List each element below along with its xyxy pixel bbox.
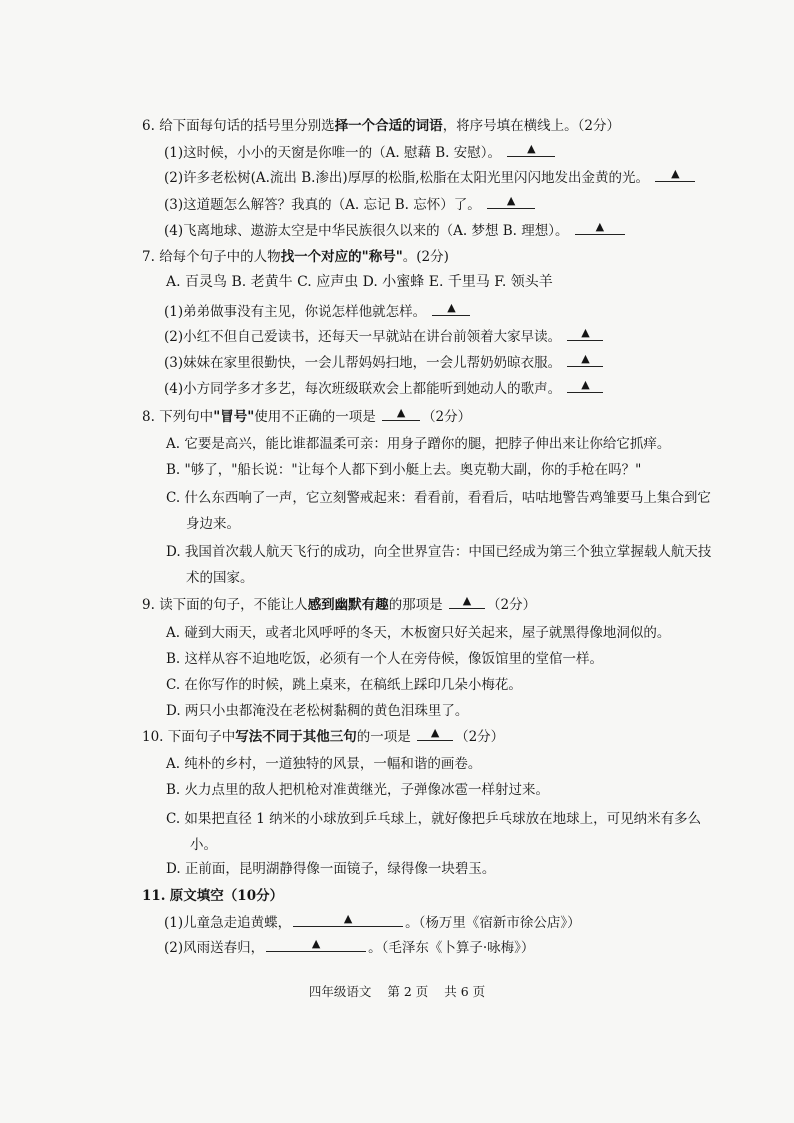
question-6-item-1: (1)这时候，小小的天窗是你唯一的（A. 慰藉 B. 安慰）。 ▲ xyxy=(164,141,557,161)
triangle-marker-icon: ▲ xyxy=(595,220,605,233)
triangle-marker-icon: ▲ xyxy=(343,912,353,925)
triangle-marker-icon: ▲ xyxy=(581,378,590,391)
triangle-marker-icon: ▲ xyxy=(506,194,516,207)
answer-blank[interactable] xyxy=(567,326,603,341)
question-8-option-c: C. 什么东西响了一声，它立刻警戒起来：看看前，看看后，咕咕地警告鸡雏要马上集合到它 xyxy=(166,490,711,506)
question-10-option-c-cont: 小。 xyxy=(190,837,217,853)
question-10-option-a: A. 纯朴的乡村，一道独特的风景，一幅和谐的画卷。 xyxy=(166,756,482,772)
question-8-option-d: D. 我国首次载人航天飞行的成功，向全世界宣告：中国已经成为第三个独立掌握载人航天技 xyxy=(166,544,712,560)
question-7-item-2: (2)小红不但自己爱读书，还每天一早就站在讲台前领着大家早读。 ▲ xyxy=(164,325,605,345)
question-number: 7. xyxy=(142,249,155,265)
footer-subject: 四年级语文 xyxy=(308,984,372,999)
triangle-marker-icon: ▲ xyxy=(581,352,590,365)
question-6-stem: 6. 给下面每句话的括号里分别选择一个合适的词语，将序号填在横线上。（2分） xyxy=(142,118,621,134)
answer-blank[interactable] xyxy=(449,594,485,609)
answer-blank[interactable] xyxy=(487,194,535,209)
question-9-stem: 9. 读下面的句子，不能让人感到幽默有趣的那项是 ▲ （2分） xyxy=(142,594,537,613)
answer-blank[interactable] xyxy=(655,167,695,182)
footer-page-number: 第 2 页 xyxy=(387,984,429,999)
answer-blank[interactable] xyxy=(432,301,470,316)
question-number: 11. xyxy=(142,888,166,904)
question-number: 8. xyxy=(142,409,155,425)
question-8-option-b: B. "够了，"船长说："让每个人都下到小艇上去。奥克勒大副，你的手枪在吗？" xyxy=(166,462,642,478)
question-7-stem: 7. 给每个句子中的人物找一个对应的"称号"。(2分) xyxy=(142,249,449,265)
question-number: 10. xyxy=(142,729,164,745)
question-6-item-2: (2)许多老松树(A.流出 B.渗出)厚厚的松脂,松脂在太阳光里闪闪地发出金黄的光。 ▲ xyxy=(164,166,697,186)
question-10-option-b: B. 火力点里的敌人把机枪对准黄继光，子弹像冰雹一样射过来。 xyxy=(166,782,550,798)
question-number: 6. xyxy=(142,118,155,134)
question-9-option-a: A. 碰到大雨天，或者北风呼呼的冬天，木板窗只好关起来，屋子就黑得像地洞似的。 xyxy=(166,625,671,641)
question-8-stem: 8. 下列句中"冒号"使用不正确的一项是 ▲ （2分） xyxy=(142,406,472,425)
answer-blank[interactable] xyxy=(507,142,555,157)
triangle-marker-icon: ▲ xyxy=(447,301,456,314)
footer-total-pages: 共 6 页 xyxy=(444,984,486,999)
question-7-item-4: (4)小方同学多才多艺，每次班级联欢会上都能听到她动人的歌声。 ▲ xyxy=(164,377,605,397)
answer-blank[interactable] xyxy=(417,726,453,741)
question-10-option-c: C. 如果把直径 1 纳米的小球放到乒乓球上，就好像把乒乓球放在地球上，可见纳米有多么 xyxy=(166,811,702,827)
question-8-option-d-cont: 术的国家。 xyxy=(186,570,254,586)
answer-blank[interactable] xyxy=(567,352,603,367)
question-number: 9. xyxy=(142,597,155,613)
triangle-marker-icon: ▲ xyxy=(527,142,536,155)
question-9-option-d: D. 两只小虫都淹没在老松树黏稠的黄色泪珠里了。 xyxy=(166,703,469,719)
triangle-marker-icon: ▲ xyxy=(581,326,590,339)
question-11-item-1: (1)儿童急走追黄蝶， ▲ 。（杨万里《宿新市徐公店》） xyxy=(164,912,581,931)
answer-blank[interactable] xyxy=(266,937,366,952)
question-10-option-d: D. 正前面，昆明湖静得像一面镜子，绿得像一块碧玉。 xyxy=(166,861,496,877)
answer-blank[interactable] xyxy=(567,378,603,393)
question-11-stem: 11. 原文填空（10分） xyxy=(142,888,284,904)
page-footer xyxy=(0,982,794,1000)
answer-blank[interactable] xyxy=(575,220,625,235)
question-6-item-3: (3)这道题怎么解答？我真的（A. 忘记 B. 忘怀）了。 ▲ xyxy=(164,193,537,213)
question-10-stem: 10. 下面句子中写法不同于其他三句的一项是 ▲ （2分） xyxy=(142,726,505,745)
triangle-marker-icon: ▲ xyxy=(396,406,406,419)
triangle-marker-icon: ▲ xyxy=(462,594,472,607)
triangle-marker-icon: ▲ xyxy=(671,167,680,180)
triangle-marker-icon: ▲ xyxy=(311,937,321,950)
question-9-option-c: C. 在你写作的时候，跳上桌来，在稿纸上踩印几朵小梅花。 xyxy=(166,677,522,693)
question-7-item-1: (1)弟弟做事没有主见，你说怎样他就怎样。 ▲ xyxy=(164,300,472,320)
answer-blank[interactable] xyxy=(382,406,420,421)
question-9-option-b: B. 这样从容不迫地吃饭，必须有一个人在旁侍候，像饭馆里的堂倌一样。 xyxy=(166,651,604,667)
question-8-option-c-cont: 身边来。 xyxy=(186,516,240,532)
answer-blank[interactable] xyxy=(293,912,403,927)
question-8-option-a: A. 它要是高兴，能比谁都温柔可亲：用身子蹭你的腿，把脖子伸出来让你给它抓痒。 xyxy=(166,436,671,452)
question-6-item-4: (4)飞离地球、遨游太空是中华民族很久以来的（A. 梦想 B. 理想）。 ▲ xyxy=(164,219,627,239)
question-7-options: A. 百灵鸟 B. 老黄牛 C. 应声虫 D. 小蜜蜂 E. 千里马 F. 领头羊 xyxy=(166,274,553,290)
question-11-item-2: (2)风雨送春归， ▲ 。（毛泽东《卜算子·咏梅》） xyxy=(164,937,535,956)
question-7-item-3: (3)妹妹在家里很勤快，一会儿帮妈妈扫地，一会儿帮奶奶晾衣服。 ▲ xyxy=(164,351,605,371)
triangle-marker-icon: ▲ xyxy=(430,726,440,739)
